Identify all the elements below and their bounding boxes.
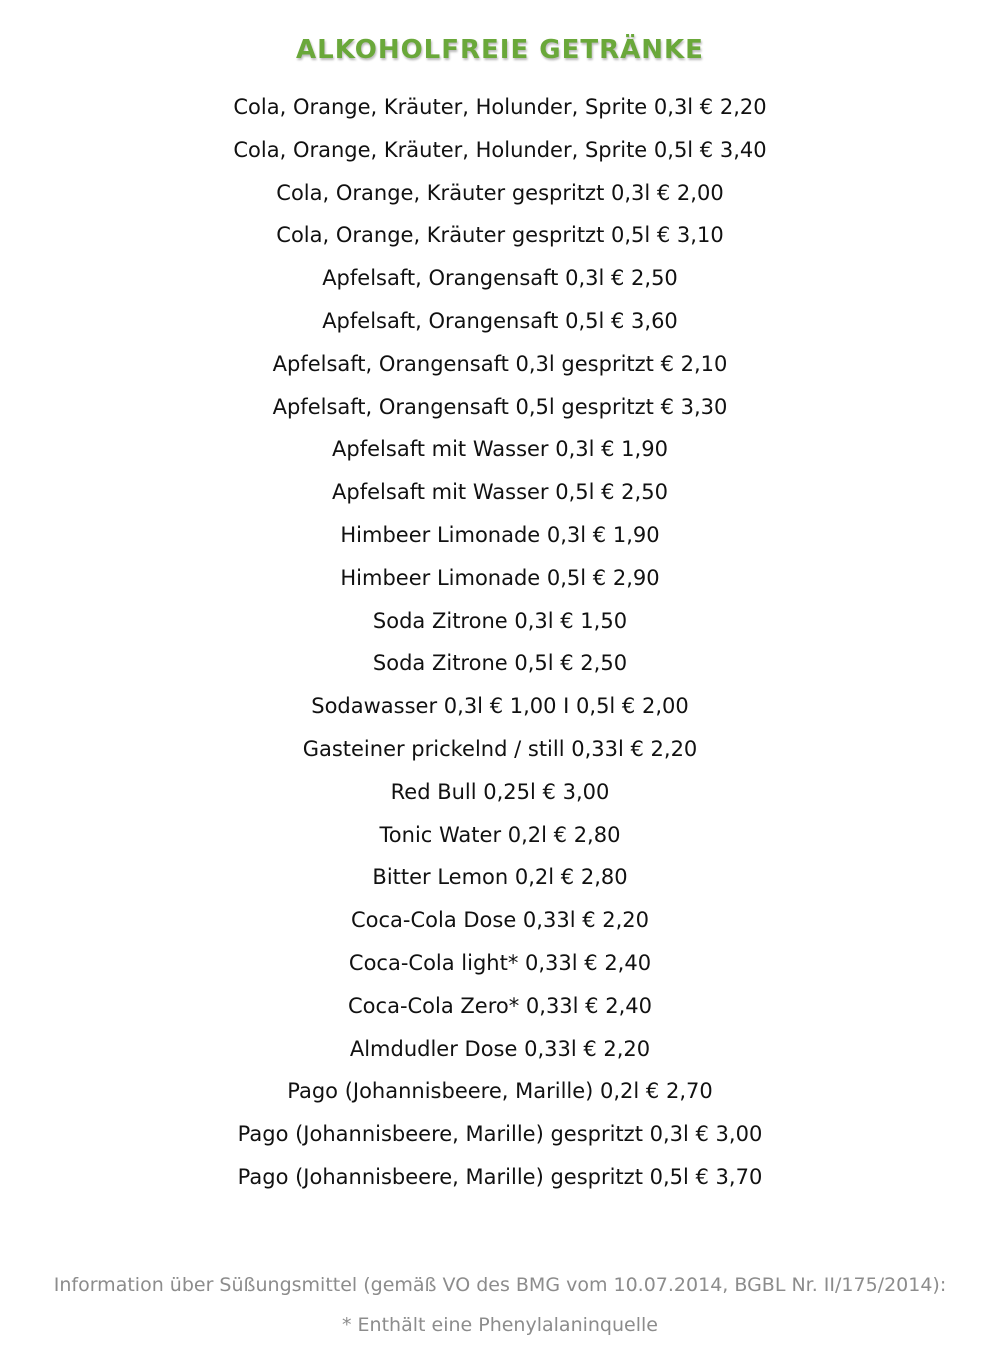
list-item: Gasteiner prickelnd / still 0,33l € 2,20 xyxy=(302,736,698,761)
list-item: Apfelsaft, Orangensaft 0,5l gespritzt € 3,30 xyxy=(272,394,728,419)
list-item: Bitter Lemon 0,2l € 2,80 xyxy=(372,865,628,890)
list-item: Red Bull 0,25l € 3,00 xyxy=(390,779,610,804)
list-item: Almdudler Dose 0,33l € 2,20 xyxy=(349,1036,651,1061)
list-item: Coca-Cola light* 0,33l € 2,40 xyxy=(348,950,652,975)
list-item: Coca-Cola Dose 0,33l € 2,20 xyxy=(350,908,649,933)
list-item: Cola, Orange, Kräuter gespritzt 0,3l € 2,00 xyxy=(276,180,724,205)
list-item: Apfelsaft, Orangensaft 0,3l gespritzt € 2,10 xyxy=(272,351,728,376)
list-item: Pago (Johannisbeere, Marille) 0,2l € 2,70 xyxy=(287,1079,713,1104)
list-item: Sodawasser 0,3l € 1,00 I 0,5l € 2,00 xyxy=(311,694,689,719)
drink-list xyxy=(0,86,1000,1199)
list-item: Apfelsaft mit Wasser 0,5l € 2,50 xyxy=(332,480,668,505)
sweetener-info: Information über Süßungsmittel (gemäß VO des BMG vom 10.07.2014, BGBL Nr. II/175/2014): xyxy=(53,1274,947,1296)
list-item: Cola, Orange, Kräuter gespritzt 0,5l € 3,10 xyxy=(276,223,724,248)
list-item: Apfelsaft, Orangensaft 0,3l € 2,50 xyxy=(322,266,678,291)
list-item: Himbeer Limonade 0,5l € 2,90 xyxy=(340,565,660,590)
list-item: Pago (Johannisbeere, Marille) gespritzt 0,3l € 3,00 xyxy=(237,1122,763,1147)
list-item: Himbeer Limonade 0,3l € 1,90 xyxy=(340,522,660,547)
list-item: Apfelsaft, Orangensaft 0,5l € 3,60 xyxy=(322,308,678,333)
list-item: Coca-Cola Zero* 0,33l € 2,40 xyxy=(348,993,652,1018)
list-item: Soda Zitrone 0,5l € 2,50 xyxy=(372,651,628,676)
list-item: Soda Zitrone 0,3l € 1,50 xyxy=(372,608,628,633)
page-title: ALKOHOLFREIE GETRÄNKE xyxy=(296,35,704,65)
sweetener-note: * Enthält eine Phenylalaninquelle xyxy=(342,1314,658,1336)
list-item: Cola, Orange, Kräuter, Holunder, Sprite 0,3l € 2,20 xyxy=(233,95,767,119)
list-item: Cola, Orange, Kräuter, Holunder, Sprite 0,5l € 3,40 xyxy=(233,137,767,162)
list-item: Apfelsaft mit Wasser 0,3l € 1,90 xyxy=(332,437,668,462)
list-item: Pago (Johannisbeere, Marille) gespritzt 0,5l € 3,70 xyxy=(237,1164,763,1189)
list-item: Tonic Water 0,2l € 2,80 xyxy=(379,822,621,847)
